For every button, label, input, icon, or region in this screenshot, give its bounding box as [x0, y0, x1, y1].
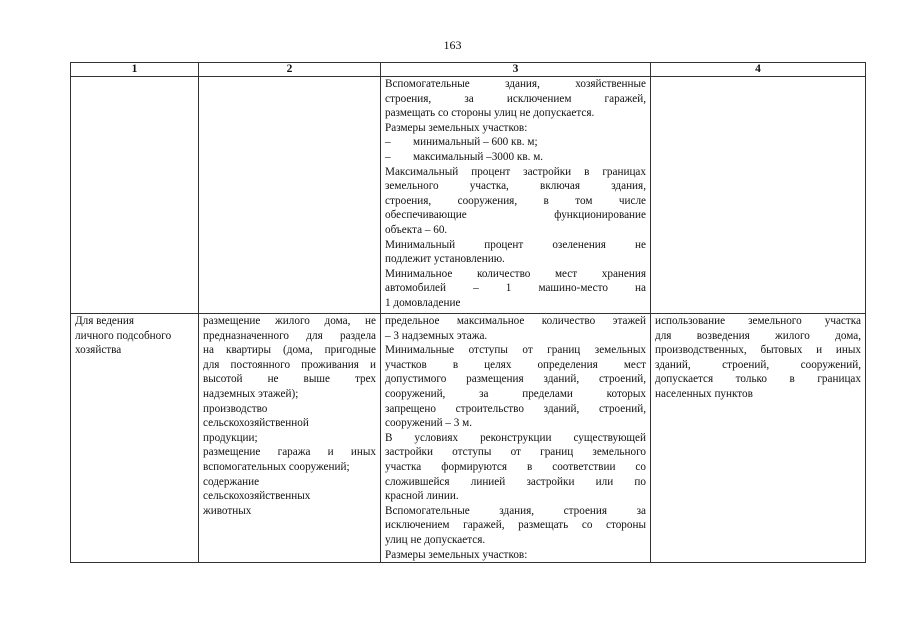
- text-line: Минимальные отступы от границ земельных: [385, 344, 646, 357]
- row1-col3-paragraph-2: [385, 121, 646, 136]
- text-line: объекта – 60.: [385, 223, 448, 236]
- text-line: сельскохозяйственных: [203, 490, 311, 503]
- row2-col3-paragraph-4: [385, 504, 646, 548]
- text-line: Максимальный процент застройки в границах: [385, 165, 646, 178]
- row2-col3-paragraph-2: [385, 343, 646, 431]
- row2-col1-cell: [71, 314, 199, 563]
- table-row: [71, 77, 866, 314]
- row2-col2-paragraph-2: [203, 402, 376, 446]
- text-line: допустимого размещения зданий, строений,: [385, 373, 646, 386]
- text-line: Вспомогательные здания, хозяйственные: [385, 78, 646, 90]
- table-header-row: [71, 63, 866, 77]
- text-line: сельскохозяйственной: [203, 417, 309, 430]
- row1-col3-paragraph-5: [385, 267, 646, 311]
- text-line: хозяйства: [75, 344, 122, 357]
- row2-col4-cell: [651, 314, 866, 563]
- text-line: улиц не допускается.: [385, 533, 486, 546]
- text-line: предназначенного для раздела: [203, 329, 376, 342]
- column-header-3: 3: [381, 63, 651, 77]
- text-line: вспомогательных сооружений;: [203, 460, 350, 473]
- dash-item-text: максимальный –3000 кв. м.: [413, 150, 544, 163]
- row2-col2-cell: [199, 314, 381, 563]
- row2-col3-paragraph-3: [385, 431, 646, 504]
- text-line: Для ведения: [75, 315, 134, 327]
- text-line: красной линии.: [385, 490, 459, 503]
- text-line: на квартиры (дома, пригодные: [203, 344, 376, 357]
- text-line: Размеры земельных участков:: [385, 548, 528, 561]
- dash-marker: –: [385, 136, 391, 149]
- text-line: исключением гаражей, размещать со стороны: [385, 519, 646, 532]
- row2-col2-paragraph-1: [203, 314, 376, 402]
- page-number: 163: [443, 38, 462, 52]
- text-line: автомобилей – 1 машино-место на: [385, 282, 646, 295]
- text-line: Минимальное количество мест хранения: [385, 267, 646, 280]
- row1-col3-cell: [381, 77, 651, 314]
- table-row: [71, 314, 866, 563]
- text-line: для постоянного проживания и: [203, 358, 376, 371]
- row1-col3-paragraph-4: [385, 238, 646, 267]
- row2-col3-cell: [381, 314, 651, 563]
- text-line: участков в целях определения мест: [385, 358, 646, 371]
- text-line: – 3 надземных этажа.: [385, 329, 488, 342]
- text-line: производственных, бытовых и иных: [655, 344, 861, 357]
- text-line: застройки отступы от границ земельного: [385, 446, 646, 459]
- row2-col3-paragraph-1: [385, 314, 646, 343]
- row1-col4-cell: [651, 77, 866, 314]
- row1-col2-cell: [199, 77, 381, 314]
- text-line: для возведения жилого дома,: [655, 329, 861, 342]
- row2-col2-paragraph-4: [203, 475, 376, 519]
- column-header-1: 1: [71, 63, 199, 77]
- text-line: населенных пунктов: [655, 387, 753, 400]
- text-line: личного подсобного: [75, 329, 172, 342]
- text-line: животных: [203, 504, 252, 517]
- text-line: размещение гаража и иных: [203, 446, 376, 459]
- text-line: обеспечивающие функционирование: [385, 209, 646, 222]
- text-line: 1 домовладение: [385, 296, 461, 309]
- text-line: Минимальный процент озеленения не: [385, 238, 646, 251]
- row1-col1-cell: [71, 77, 199, 314]
- dash-list-item: [385, 150, 646, 165]
- column-header-4: 4: [651, 63, 866, 77]
- dash-list-item: [385, 135, 646, 150]
- row1-col3-paragraph-1: [385, 77, 646, 121]
- text-line: сооружений, за пределами которых: [385, 387, 646, 400]
- text-line: строения, сооружения, в том числе: [385, 194, 646, 207]
- text-line: подлежит установлению.: [385, 253, 505, 266]
- text-line: В условиях реконструкции существующей: [385, 431, 646, 444]
- row1-col3-paragraph-3: [385, 165, 646, 238]
- text-line: содержание: [203, 475, 260, 488]
- text-line: допускается только в границах: [655, 373, 861, 386]
- text-line: размещение жилого дома, не: [203, 315, 376, 327]
- text-line: зданий, строений, сооружений,: [655, 358, 861, 371]
- text-line: сооружений – 3 м.: [385, 417, 473, 430]
- column-header-2: 2: [199, 63, 381, 77]
- text-line: производство: [203, 402, 268, 415]
- text-line: использование земельного участка: [655, 315, 861, 327]
- row2-col3-paragraph-5: [385, 548, 646, 563]
- dash-marker: –: [385, 150, 391, 163]
- text-line: продукции;: [203, 431, 258, 444]
- text-line: надземных этажей);: [203, 387, 299, 400]
- text-line: земельного участка, включая здания,: [385, 180, 646, 193]
- text-line: высотой не выше трех: [203, 373, 376, 386]
- text-line: строения, за исключением гаражей,: [385, 92, 646, 105]
- regulations-table: [70, 62, 866, 563]
- text-line: предельное максимальное количество этажей: [385, 315, 646, 327]
- text-line: Вспомогательные здания, строения за: [385, 504, 646, 517]
- dash-item-text: минимальный – 600 кв. м;: [413, 136, 538, 149]
- text-line: сложившейся линией застройки или по: [385, 475, 646, 488]
- text-line: участка формируются в соответствии со: [385, 460, 646, 473]
- text-line: Размеры земельных участков:: [385, 121, 528, 134]
- row2-col2-paragraph-3: [203, 445, 376, 474]
- text-line: размещать со стороны улиц не допускается.: [385, 107, 595, 120]
- text-line: запрещено строительство зданий, строений,: [385, 402, 646, 415]
